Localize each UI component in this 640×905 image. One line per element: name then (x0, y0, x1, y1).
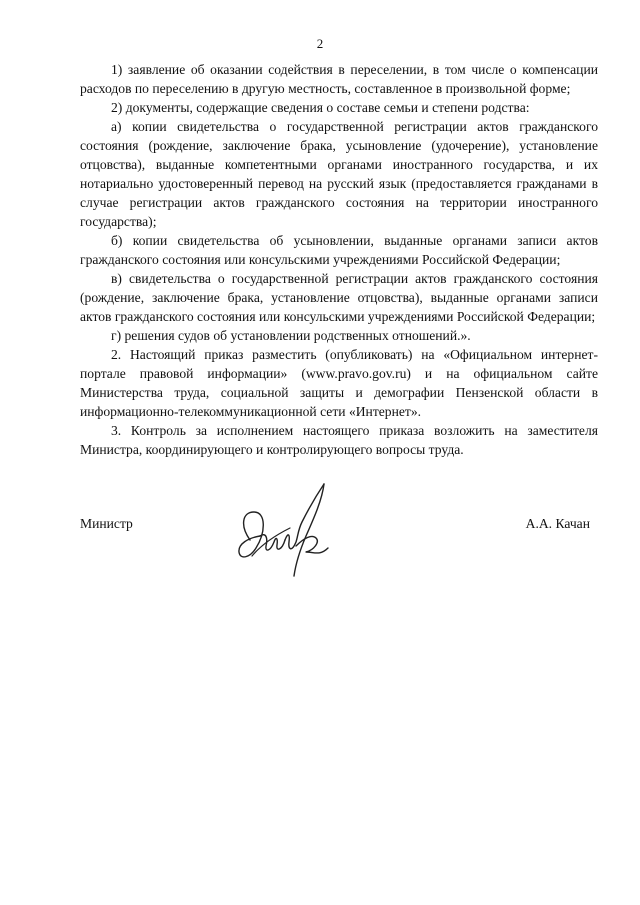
document-body (80, 60, 598, 459)
signatory-title: Министр (80, 516, 133, 531)
page-number: 2 (316, 36, 324, 51)
paragraph-clause-2: 2. Настоящий приказ разместить (опубликовать) на «Официальном интернет-портале правовой информации» (www.pravo.gov.ru) и на официальном сайте Министерства труда, социальной защиты и демографии Пензенской области в информационно-телекоммуникационной сети «Интернет». (80, 347, 598, 419)
signatory-name: А.А. Качан (525, 516, 590, 531)
paragraph-item-2v: в) свидетельства о государственной регистрации актов гражданского состояния (рождение, заключение брака, установление отцовства), выданные органами записи актов гражданского состояния или консульскими учреждениями Российской Федерации; (80, 271, 598, 324)
paragraph-item-2b: б) копии свидетельства об усыновлении, выданные органами записи актов гражданского состояния или консульскими учреждениями Российской Федерации; (80, 233, 598, 267)
paragraph-clause-3: 3. Контроль за исполнением настоящего приказа возложить на заместителя Министра, координирующего и контролирующего вопросы труда. (80, 423, 598, 457)
paragraph-item-2g: г) решения судов об установлении родственных отношений.». (111, 328, 471, 343)
paragraph-item-2a: а) копии свидетельства о государственной регистрации актов гражданского состояния (рождение, заключение брака, усыновление (удочерение), установление отцовства), выданные компетентными органами иностранного государства, и их нотариально удостоверенный перевод на русский язык (предоставляется гражданами в случае регистрации актов гражданского состояния на территории иностранного государства); (80, 119, 598, 229)
paragraph-item-1: 1) заявление об оказании содействия в переселении, в том числе о компенсации расходов по переселению в другую местность, составленное в произвольной форме; (80, 62, 598, 96)
handwritten-signature (232, 482, 352, 582)
paragraph-item-2: 2) документы, содержащие сведения о составе семьи и степени родства: (111, 100, 530, 115)
